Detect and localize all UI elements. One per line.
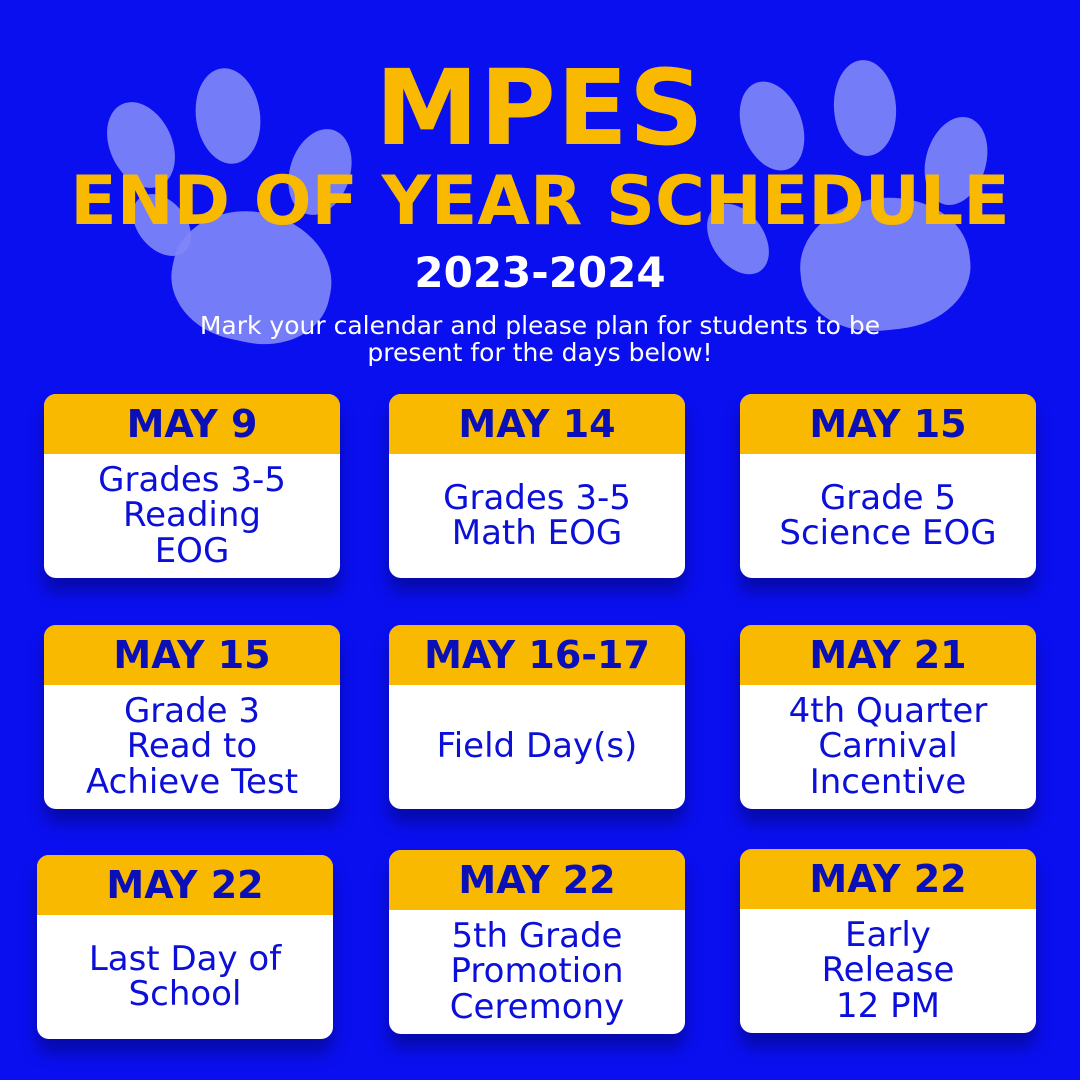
- event-card-6: [740, 625, 1036, 809]
- school-year: 2023-2024: [414, 248, 666, 297]
- event-line: Grade 5: [819, 477, 957, 518]
- tagline: [90, 312, 990, 366]
- event-line: Incentive: [809, 761, 967, 802]
- page-title: MPES: [375, 47, 705, 169]
- event-date: MAY 22: [740, 849, 1036, 909]
- event-description: [389, 454, 685, 578]
- event-line: Grades 3-5: [443, 477, 631, 518]
- event-line: Reading: [122, 495, 261, 536]
- event-description: [389, 910, 685, 1034]
- event-description: [44, 454, 340, 578]
- event-line: 4th Quarter: [788, 690, 988, 731]
- event-date: MAY 22: [389, 850, 685, 910]
- event-date: MAY 15: [740, 394, 1036, 454]
- event-line: 12 PM: [836, 985, 940, 1026]
- event-line: Field Day(s): [436, 726, 638, 767]
- event-description: [44, 685, 340, 809]
- event-line: Read to: [126, 726, 258, 767]
- event-card-4: [44, 625, 340, 809]
- event-line: Early: [845, 914, 931, 955]
- event-line: Last Day of: [88, 938, 282, 979]
- tagline-line-2: present for the days below!: [367, 338, 713, 367]
- event-card-5: [389, 625, 685, 809]
- page-subtitle: END OF YEAR SCHEDULE: [70, 162, 1010, 241]
- tagline-line-1: Mark your calendar and please plan for students to be: [199, 311, 881, 340]
- event-description: [740, 909, 1036, 1033]
- event-line: EOG: [154, 530, 230, 571]
- event-card-2: [389, 394, 685, 578]
- event-line: Science EOG: [779, 513, 997, 553]
- event-date: MAY 9: [44, 394, 340, 454]
- event-line: Math EOG: [451, 513, 623, 553]
- event-line: 5th Grade: [451, 915, 623, 956]
- event-card-3: [740, 394, 1036, 578]
- event-card-9: [740, 849, 1036, 1033]
- event-description: [740, 685, 1036, 809]
- event-line: Carnival: [818, 726, 958, 767]
- event-line: Grade 3: [123, 690, 261, 731]
- event-card-7: [37, 855, 333, 1039]
- event-card-8: [389, 850, 685, 1034]
- event-line: Promotion: [450, 951, 624, 992]
- event-line: Grades 3-5: [98, 459, 286, 500]
- event-line: School: [128, 974, 242, 1014]
- event-line: Release: [821, 950, 955, 991]
- event-date: MAY 22: [37, 855, 333, 915]
- event-date: MAY 14: [389, 394, 685, 454]
- event-date: MAY 21: [740, 625, 1036, 685]
- event-line: Ceremony: [449, 986, 625, 1027]
- event-date: MAY 16-17: [389, 625, 685, 685]
- event-description: [389, 685, 685, 809]
- event-line: Achieve Test: [85, 761, 299, 802]
- event-description: [740, 454, 1036, 578]
- event-card-1: [44, 394, 340, 578]
- event-date: MAY 15: [44, 625, 340, 685]
- event-description: [37, 915, 333, 1039]
